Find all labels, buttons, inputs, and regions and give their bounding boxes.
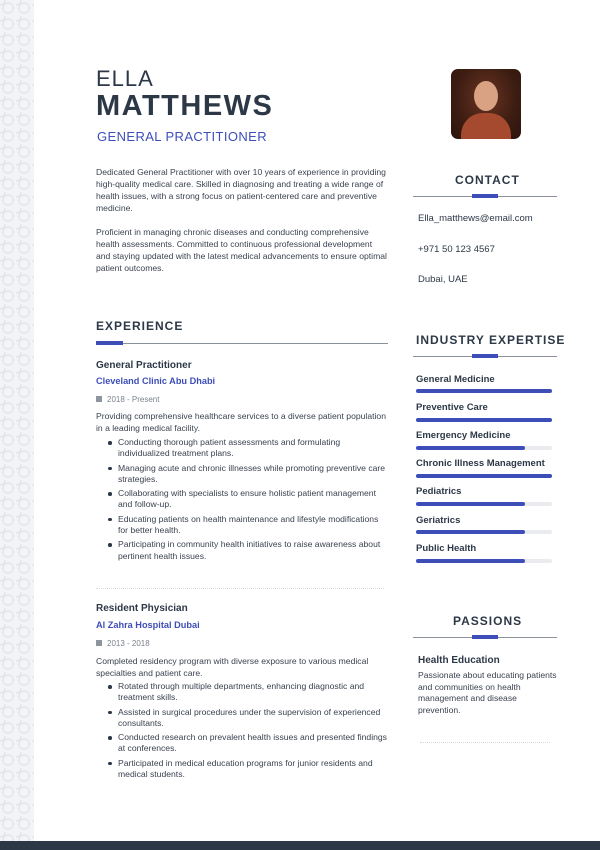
passion-title: Health Education	[418, 655, 500, 666]
list-item: Managing acute and chronic illnesses while promoting preventive care strategies.	[118, 463, 390, 485]
experience-rule	[96, 343, 388, 344]
passions-heading: PASSIONS	[453, 614, 523, 628]
contact-email: Ella_matthews@email.com	[418, 213, 533, 224]
job-role: General Practitioner	[96, 360, 192, 371]
contact-phone: +971 50 123 4567	[418, 244, 495, 255]
decorative-pattern-strip	[0, 0, 34, 850]
job-company: Al Zahra Hospital Dubai	[96, 620, 200, 630]
list-item: Conducted research on prevalent health issues and presented findings at conferences.	[118, 732, 390, 754]
divider	[96, 588, 384, 589]
job-description: Completed residency program with diverse exposure to various medical specialties and patient care.	[96, 656, 369, 678]
skill-label: Public Health	[416, 543, 477, 554]
list-item: Participated in medical education programs for junior residents and medical students.	[118, 758, 390, 780]
list-item: Rotated through multiple departments, enhancing diagnostic and treatment skills.	[118, 681, 390, 703]
skill-bar	[416, 474, 552, 478]
divider	[420, 742, 550, 743]
skill-label: Emergency Medicine	[416, 430, 511, 441]
summary-paragraph-1: Dedicated General Practitioner with over 10 years of experience in providing high-quality medical care. Skilled in diagnosing and treating a wide range of health issues, with a strong focus on patient-centered care and preventive medicine.	[96, 167, 386, 213]
passions-accent	[472, 635, 498, 639]
skill-label: Preventive Care	[416, 402, 488, 413]
experience-heading: EXPERIENCE	[96, 319, 184, 333]
expertise-heading: INDUSTRY EXPERTISE	[416, 333, 566, 347]
list-item: Participating in community health initiatives to raise awareness about pertinent health issues.	[118, 539, 390, 561]
skill-bar	[416, 502, 552, 506]
skill-label: General Medicine	[416, 374, 495, 385]
passion-description: Passionate about educating patients and communities on health management and disease prevention.	[418, 670, 557, 715]
job-bullets	[118, 437, 390, 565]
contact-location: Dubai, UAE	[418, 274, 468, 285]
skill-bar	[416, 418, 552, 422]
calendar-icon	[96, 396, 102, 402]
contact-accent	[472, 194, 498, 198]
job-dates: 2013 - 2018	[96, 639, 150, 648]
job-bullets	[118, 681, 390, 783]
list-item: Collaborating with specialists to ensure holistic patient management and follow-up.	[118, 488, 390, 510]
job-description: Providing comprehensive healthcare services to a diverse patient population in a leading medical facility.	[96, 411, 386, 433]
footer-bar	[0, 841, 600, 850]
skill-label: Chronic Illness Management	[416, 458, 545, 469]
job-dates: 2018 - Present	[96, 395, 159, 404]
calendar-icon	[96, 640, 102, 646]
first-name: ELLA	[96, 66, 154, 91]
skill-label: Pediatrics	[416, 486, 462, 497]
experience-accent	[96, 341, 123, 345]
profile-photo	[451, 69, 521, 139]
list-item: Educating patients on health maintenance and lifestyle modifications for better health.	[118, 514, 390, 536]
contact-heading: CONTACT	[455, 173, 520, 187]
last-name: MATTHEWS	[96, 90, 274, 122]
skill-bar	[416, 446, 552, 450]
job-company: Cleveland Clinic Abu Dhabi	[96, 376, 216, 386]
skill-bar	[416, 389, 552, 393]
expertise-accent	[472, 354, 498, 358]
job-role: Resident Physician	[96, 603, 188, 614]
list-item: Assisted in surgical procedures under the supervision of experienced consultants.	[118, 707, 390, 729]
skill-bar	[416, 559, 552, 563]
summary	[96, 166, 388, 286]
skill-bar	[416, 530, 552, 534]
skill-label: Geriatrics	[416, 515, 461, 526]
summary-paragraph-2: Proficient in managing chronic diseases and conducting comprehensive health assessments. Committed to continuous professional development and staying updated with the latest medical advancements to ensure optimal patient outcomes.	[96, 227, 387, 273]
job-title: GENERAL PRACTITIONER	[97, 129, 268, 144]
list-item: Conducting thorough patient assessments and formulating individualized treatment plans.	[118, 437, 390, 459]
